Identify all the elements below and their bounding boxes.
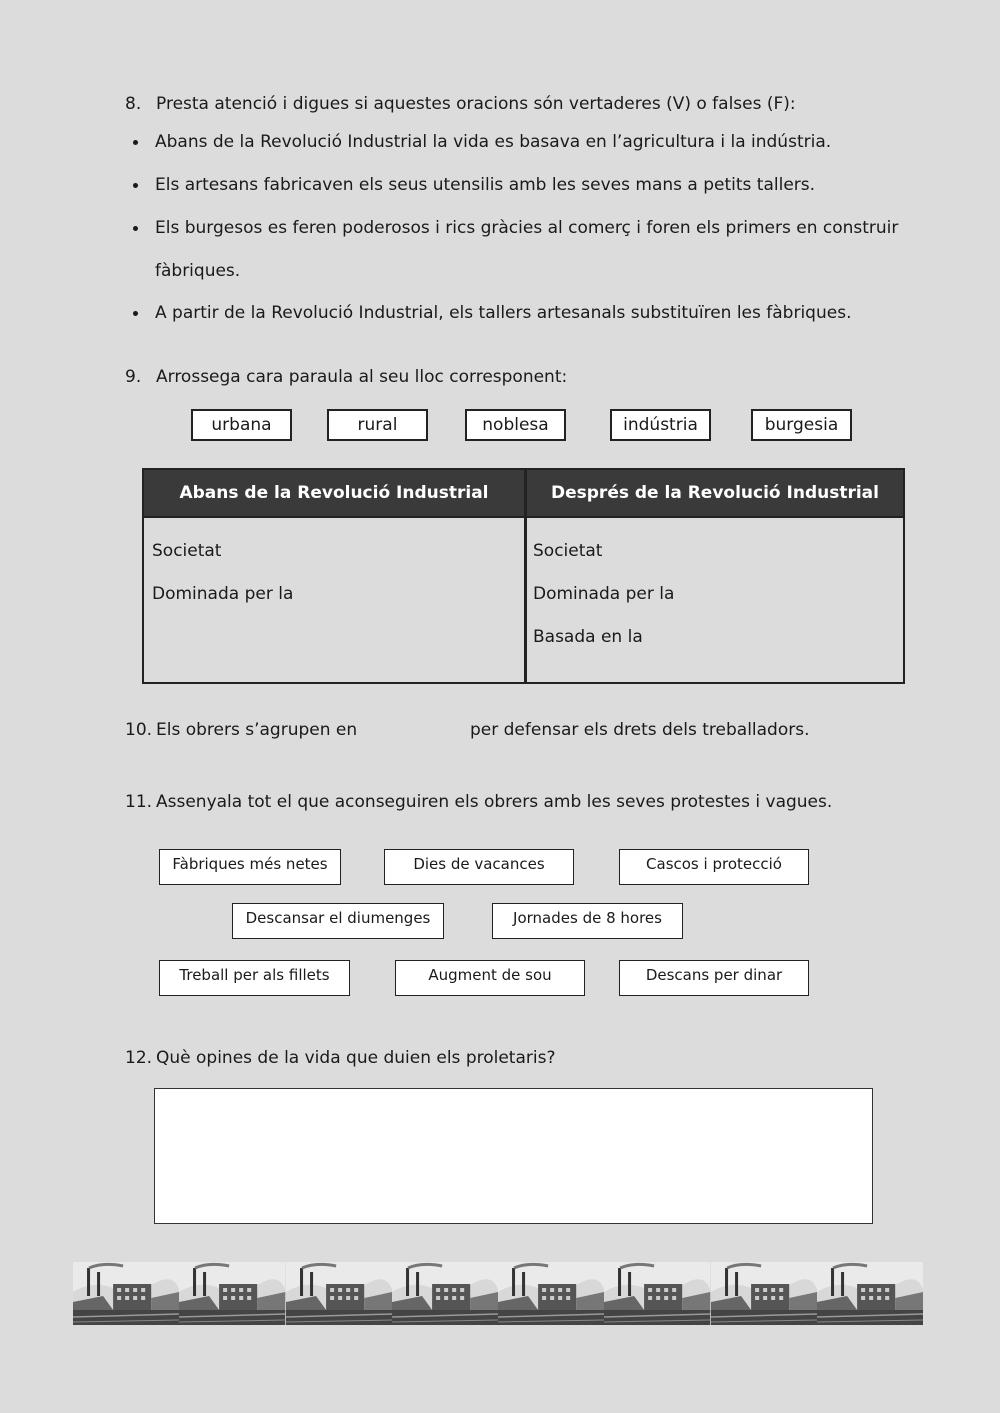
factory-illustration [179, 1262, 285, 1325]
drop-slot-basada-after[interactable] [654, 624, 884, 650]
q9-prompt: Arrossega cara paraula al seu lloc corresponent: [156, 367, 568, 387]
q9-number: 9. [125, 367, 142, 387]
header-before: Abans de la Revolució Industrial [179, 483, 489, 503]
drop-slot-societat-before[interactable] [234, 538, 504, 564]
option-dies-de-vacances[interactable]: Dies de vacances [384, 849, 574, 885]
column-divider [524, 470, 527, 682]
option-treball-per-als-fillets[interactable]: Treball per als fillets [159, 960, 350, 996]
word-chip-industria[interactable]: indústria [610, 409, 711, 441]
q8-number: 8. [125, 94, 142, 114]
option-descansar-el-diumenges[interactable]: Descansar el diumenges [232, 903, 444, 939]
q11-prompt: Assenyala tot el que aconseguiren els obrers amb les seves protestes i vagues. [156, 792, 833, 812]
factory-illustration-strip [73, 1262, 923, 1325]
bullet-dot [133, 226, 138, 231]
bullet-dot [133, 183, 138, 188]
row-label-basada-after: Basada en la [533, 627, 643, 647]
q10-blank[interactable] [355, 716, 463, 742]
word-chip-rural[interactable]: rural [327, 409, 428, 441]
q12-number: 12. [125, 1048, 153, 1068]
drop-slot-dominada-before[interactable] [304, 581, 504, 607]
word-chip-urbana[interactable]: urbana [191, 409, 292, 441]
option-descans-per-dinar[interactable]: Descans per dinar [619, 960, 809, 996]
drop-slot-dominada-after[interactable] [684, 581, 884, 607]
row-label-societat-before: Societat [152, 541, 222, 561]
q12-prompt: Què opines de la vida que duien els proletaris? [156, 1048, 556, 1068]
word-chip-burgesia[interactable]: burgesia [751, 409, 852, 441]
q8-statement[interactable]: A partir de la Revolució Industrial, els tallers artesanals substituïren les fàbriques. [155, 303, 852, 323]
q8-statement[interactable]: Els burgesos es feren poderosos i rics gràcies al comerç i foren els primers en construir [155, 218, 899, 238]
option-fabriques-mes-netes[interactable]: Fàbriques més netes [159, 849, 341, 885]
q10-number: 10. [125, 720, 153, 740]
q8-statement[interactable]: Els artesans fabricaven els seus utensilis amb les seves mans a petits tallers. [155, 175, 816, 195]
comparison-table [142, 468, 905, 684]
factory-illustration [817, 1262, 923, 1325]
factory-illustration [392, 1262, 498, 1325]
row-label-societat-after: Societat [533, 541, 603, 561]
bullet-dot [133, 140, 138, 145]
factory-illustration [73, 1262, 179, 1325]
word-chip-noblesa[interactable]: noblesa [465, 409, 566, 441]
bullet-dot [133, 311, 138, 316]
q12-answer-box[interactable] [154, 1088, 873, 1224]
option-cascos-i-proteccio[interactable]: Cascos i protecció [619, 849, 809, 885]
drop-slot-societat-after[interactable] [614, 538, 884, 564]
option-augment-de-sou[interactable]: Augment de sou [395, 960, 585, 996]
q8-prompt: Presta atenció i digues si aquestes oracions són vertaderes (V) o falses (F): [156, 94, 796, 114]
option-jornades-de-8-hores[interactable]: Jornades de 8 hores [492, 903, 683, 939]
q10-text-before: Els obrers s’agrupen en [156, 720, 358, 740]
q8-statement-continuation: fàbriques. [155, 261, 241, 281]
factory-illustration [711, 1262, 817, 1325]
factory-illustration [286, 1262, 392, 1325]
row-label-dominada-before: Dominada per la [152, 584, 294, 604]
factory-illustration [604, 1262, 710, 1325]
q10-text-after: per defensar els drets dels treballadors. [470, 720, 810, 740]
q8-statement[interactable]: Abans de la Revolució Industrial la vida es basava en l’agricultura i la indústria. [155, 132, 832, 152]
q11-number: 11. [125, 792, 153, 812]
row-label-dominada-after: Dominada per la [533, 584, 675, 604]
factory-illustration [498, 1262, 604, 1325]
header-after: Després de la Revolució Industrial [551, 483, 879, 503]
